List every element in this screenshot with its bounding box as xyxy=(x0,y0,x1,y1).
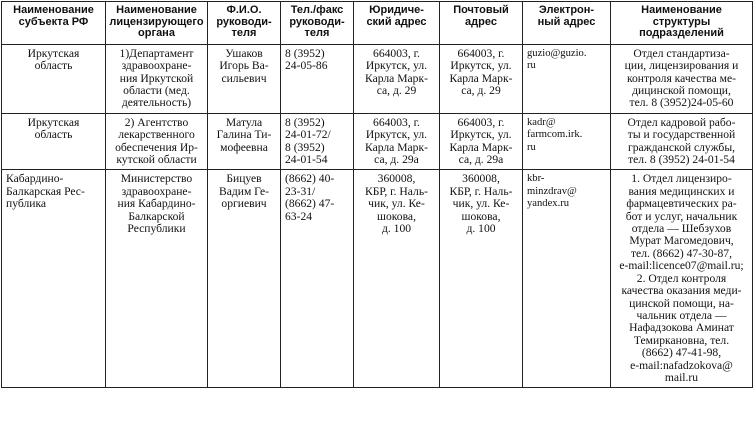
cell-email: kadr@ farmcom.irk. ru xyxy=(523,113,611,170)
header-subject: Наименование субъекта РФ xyxy=(2,2,106,45)
cell-authority: Министерство здравоохране- ния Кабардино- Балкарской Республики xyxy=(106,170,208,388)
cell-email: kbr- minzdrav@ yandex.ru xyxy=(523,170,611,388)
cell-divisions: Отдел кадровой рабо- ты и государственной гражданской службы, тел. 8 (3952) 24-01-54 xyxy=(611,113,753,170)
cell-authority: 1)Департамент здравоохране- ния Иркутской области (мед. деятельность) xyxy=(106,44,208,113)
header-authority: Наименование лицензирующего органа xyxy=(106,2,208,45)
cell-subject: Иркутская область xyxy=(2,113,106,170)
cell-postal-address: 664003, г. Иркутск, ул. Карла Марк- са, д. 29 xyxy=(440,44,523,113)
licensing-authorities-table xyxy=(1,1,753,388)
table-row xyxy=(2,170,753,388)
header-email: Электрон- ный адрес xyxy=(523,2,611,45)
header-postal-address: Почтовый адрес xyxy=(440,2,523,45)
cell-phone: (8662) 40- 23-31/ (8662) 47- 63-24 xyxy=(281,170,354,388)
table-row xyxy=(2,113,753,170)
cell-divisions: Отдел стандартиза- ции, лицензирования и контроля качества ме- дицинской помощи, тел. 8 (3952)24-05-60 xyxy=(611,44,753,113)
header-legal-address: Юридиче- ский адрес xyxy=(354,2,440,45)
header-divisions: Наименование структуры подразделений xyxy=(611,2,753,45)
header-head: Ф.И.О. руководи- теля xyxy=(208,2,281,45)
cell-head: Бицуев Вадим Ге- оргиевич xyxy=(208,170,281,388)
cell-divisions: 1. Отдел лицензиро- вания медицинских и фармацевтических ра- бот и услуг, начальник отдела — Шебзухов Мурат Магомедович, тел. (8662) 47-30-87, e-mail:licence07@mail.ru; 2. Отдел контроля качества оказания меди- цинской помощи, на- чальник отдела — Нафадзокова Аминат Темиркановна, тел. (8662) 47-41-98, e-mail:nafadzokova@ mail.ru xyxy=(611,170,753,388)
header-row xyxy=(2,2,753,45)
cell-subject: Кабардино- Балкарская Рес- публика xyxy=(2,170,106,388)
cell-authority: 2) Агентство лекарственного обеспечения Ир- кутской области xyxy=(106,113,208,170)
cell-postal-address: 360008, КБР, г. Наль- чик, ул. Ке- шокова, д. 100 xyxy=(440,170,523,388)
cell-email: guzio@guzio. ru xyxy=(523,44,611,113)
cell-head: Ушаков Игорь Ва- сильевич xyxy=(208,44,281,113)
cell-legal-address: 664003, г. Иркутск, ул. Карла Марк- са, д. 29 xyxy=(354,44,440,113)
cell-phone: 8 (3952) 24-05-86 xyxy=(281,44,354,113)
cell-phone: 8 (3952) 24-01-72/ 8 (3952) 24-01-54 xyxy=(281,113,354,170)
header-phone: Тел./факс руководи- теля xyxy=(281,2,354,45)
cell-legal-address: 360008, КБР, г. Наль- чик, ул. Ке- шокова, д. 100 xyxy=(354,170,440,388)
cell-subject: Иркутская область xyxy=(2,44,106,113)
cell-postal-address: 664003, г. Иркутск, ул. Карла Марк- са, д. 29а xyxy=(440,113,523,170)
cell-legal-address: 664003, г. Иркутск, ул. Карла Марк- са, д. 29а xyxy=(354,113,440,170)
table-row xyxy=(2,44,753,113)
cell-head: Матула Галина Ти- мофеевна xyxy=(208,113,281,170)
